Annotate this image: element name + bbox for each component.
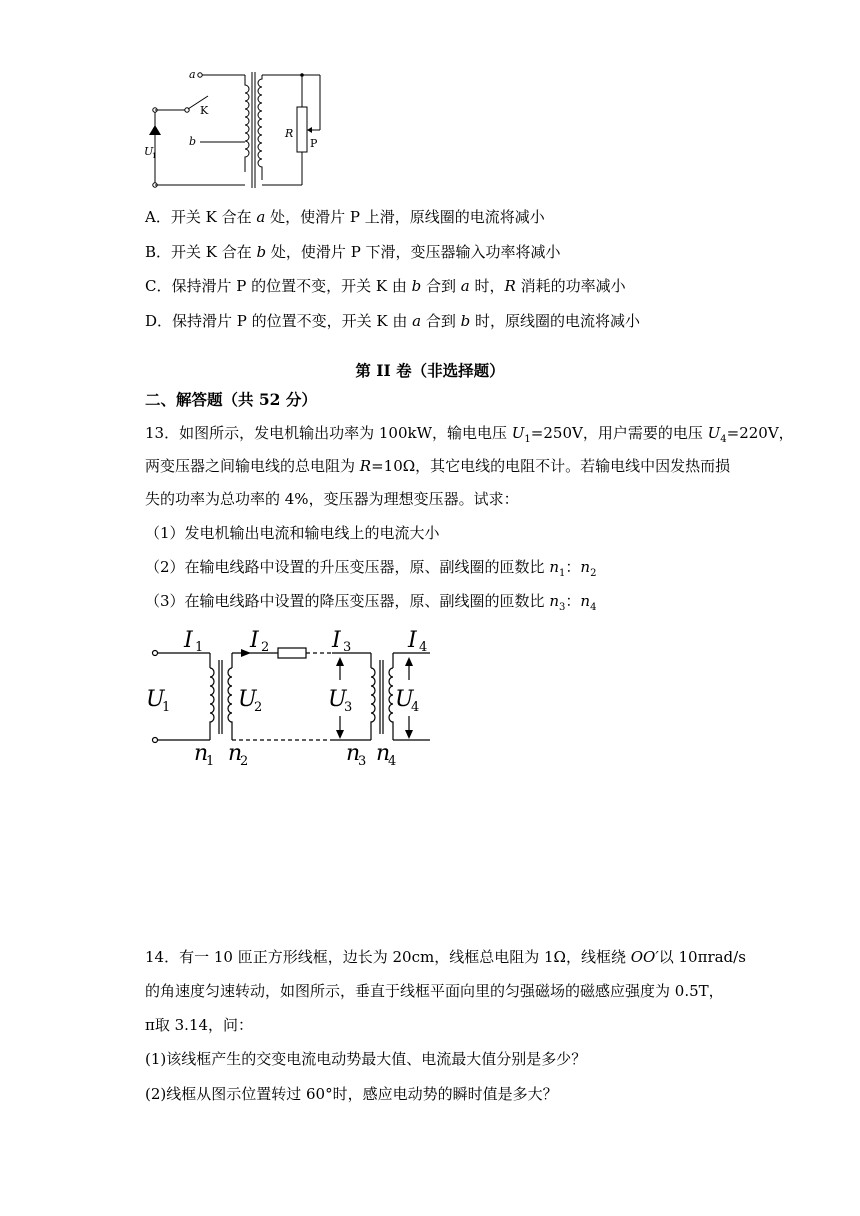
label-n3: n	[346, 741, 361, 766]
label-U2: U	[238, 687, 257, 712]
q14-line2: 的角速度匀速转动，如图所示，垂直于线框平面向里的匀强磁场的磁感应强度为 0.5T，	[145, 982, 724, 1000]
q13-n3-sub: 3	[559, 602, 566, 613]
option-d-p2: 合到	[421, 312, 461, 330]
option-c-v2: a	[460, 277, 470, 295]
q13-s3-colon: ：	[565, 592, 581, 610]
label-R: R	[285, 127, 294, 140]
option-d	[145, 311, 640, 331]
option-b-rest: 处，使滑片 P 下滑，变压器输入功率将减小	[266, 243, 561, 261]
q13-n1: n	[549, 558, 559, 576]
q13-sub1: （1）发电机输出电流和输电线上的电流大小	[145, 524, 440, 542]
label-U3: U	[328, 687, 347, 712]
section2-title: 二、解答题（共 52 分）	[145, 390, 317, 409]
q13-u4: U	[707, 424, 721, 442]
label-n1-sub: 1	[206, 754, 215, 769]
label-U1: U	[146, 687, 165, 712]
label-n4-sub: 4	[388, 754, 397, 769]
power-transmission-diagram	[140, 620, 440, 770]
label-a: a	[189, 68, 196, 81]
label-I1-sub: 1	[195, 640, 204, 655]
option-d-v2: b	[460, 312, 471, 330]
label-I2: I	[250, 628, 259, 653]
q13-n2-sub: 2	[590, 568, 597, 579]
q13-line2	[145, 456, 730, 476]
label-I4-sub: 4	[419, 640, 428, 655]
label-I3: I	[332, 628, 341, 653]
q13-u1: U	[511, 424, 525, 442]
transformer-switch-diagram	[140, 62, 330, 192]
option-c-v3: R	[504, 277, 516, 295]
part2-title: 第 II 卷（非选择题）	[355, 361, 505, 380]
q13-l2a: 两变压器之间输电线的总电阻为	[145, 457, 360, 475]
label-I3-sub: 3	[343, 640, 352, 655]
q13-s2-colon: ：	[565, 558, 581, 576]
option-a-prefix: A．开关 K 合在	[145, 208, 257, 226]
label-I2-sub: 2	[261, 640, 270, 655]
label-K: K	[200, 104, 209, 117]
q14-l1a: 14．有一 10 匝正方形线框，边长为 20cm，线框总电阻为 1Ω，线框绕	[145, 948, 631, 966]
q13-l1a: 13．如图所示，发电机输出功率为 100kW，输电电压	[145, 424, 512, 442]
q13-n4: n	[580, 592, 591, 610]
option-c	[145, 276, 626, 296]
label-n2-sub: 2	[240, 754, 249, 769]
option-d-v1: a	[412, 312, 422, 330]
label-P: P	[310, 137, 318, 150]
option-c-p2: 合到	[421, 277, 461, 295]
label-b: b	[189, 135, 197, 148]
label-U1-sub: 1	[162, 700, 171, 715]
option-a	[145, 207, 545, 227]
option-b-var: b	[256, 243, 267, 261]
option-a-var: a	[256, 208, 266, 226]
q14-line3: π取 3.14，问：	[145, 1016, 254, 1034]
q14-sub1: (1)该线框产生的交变电流电动势最大值、电流最大值分别是多少？	[145, 1050, 587, 1068]
label-U4-sub: 4	[411, 700, 420, 715]
q13-line1	[145, 423, 794, 450]
q14-l1b: 以 10πrad/s	[658, 948, 746, 966]
q14-sub2: (2)线框从图示位置转过 60°时，感应电动势的瞬时值是多大？	[145, 1085, 558, 1103]
label-U-sub: 1	[152, 152, 157, 160]
q13-u4-sub: 4	[720, 434, 727, 445]
q13-line3: 失的功率为总功率的 4%，变压器为理想变压器。试求：	[145, 490, 519, 508]
q14-axis: OO′	[630, 948, 659, 966]
option-a-rest: 处，使滑片 P 上滑，原线圈的电流将减小	[265, 208, 545, 226]
label-I1: I	[184, 628, 193, 653]
q13-l1b: =250V，用户需要的电压	[530, 424, 708, 442]
option-b	[145, 242, 561, 262]
q13-sub3	[145, 591, 596, 618]
q13-n4-sub: 4	[590, 602, 597, 613]
q13-sub2	[145, 557, 596, 584]
label-U: U	[144, 145, 154, 158]
q13-r: R	[359, 457, 372, 475]
q13-l1c: =220V，	[726, 424, 794, 442]
label-U2-sub: 2	[254, 700, 263, 715]
option-c-p3: 时，	[469, 277, 505, 295]
q13-l2b: =10Ω，其它电线的电阻不计。若输电线中因发热而损	[371, 457, 731, 475]
option-d-p3: 时，原线圈的电流将减小	[470, 312, 641, 330]
label-n1: n	[194, 741, 209, 766]
option-c-p1: C．保持滑片 P 的位置不变，开关 K 由	[145, 277, 412, 295]
option-c-p4: 消耗的功率减小	[515, 277, 626, 295]
label-U3-sub: 3	[344, 700, 353, 715]
q13-s2a: （2）在输电线路中设置的升压变压器，原、副线圈的匝数比	[145, 558, 550, 576]
q13-n3: n	[549, 592, 559, 610]
label-U4: U	[395, 687, 414, 712]
q14-line1	[145, 947, 746, 967]
q13-s3a: （3）在输电线路中设置的降压变压器，原、副线圈的匝数比	[145, 592, 550, 610]
label-n4: n	[376, 741, 391, 766]
option-c-v1: b	[411, 277, 422, 295]
label-n2: n	[228, 741, 243, 766]
label-I4: I	[408, 628, 417, 653]
q13-u1-sub: 1	[524, 434, 531, 445]
q13-n1-sub: 1	[559, 568, 566, 579]
option-b-prefix: B．开关 K 合在	[145, 243, 257, 261]
q13-n2: n	[580, 558, 591, 576]
label-n3-sub: 3	[358, 754, 367, 769]
option-d-p1: D．保持滑片 P 的位置不变，开关 K 由	[145, 312, 413, 330]
